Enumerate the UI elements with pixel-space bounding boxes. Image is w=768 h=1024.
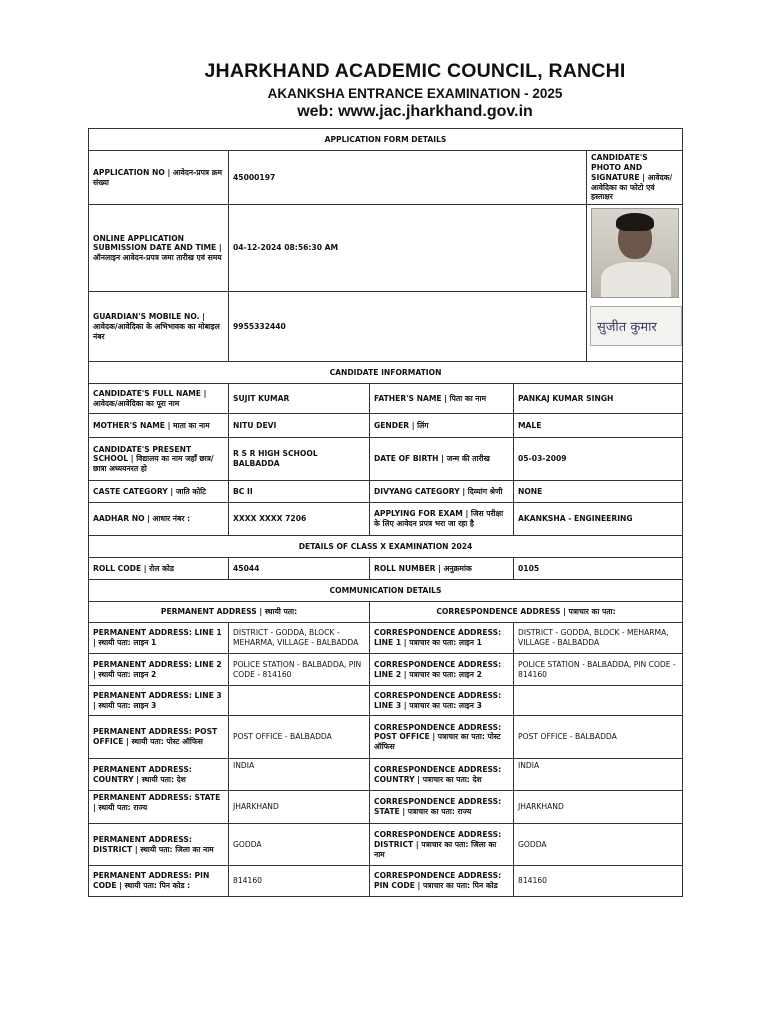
permanent-line1-value: DISTRICT - GODDA, BLOCK - MEHARMA, VILLAGE - BALBADDA: [229, 623, 370, 654]
mother-name-label: MOTHER'S NAME | माता का नाम: [89, 414, 229, 438]
roll-code-label: ROLL CODE | रोल कोड: [89, 558, 229, 580]
section-application-form: APPLICATION FORM DETAILS: [89, 129, 683, 151]
permanent-line2-label: PERMANENT ADDRESS: LINE 2 | स्थायी पता: लाइन 2: [89, 654, 229, 686]
roll-number-value: 0105: [514, 558, 683, 580]
permanent-line2-value: POLICE STATION - BALBADDA, PIN CODE - 814160: [229, 654, 370, 686]
gender-value: MALE: [514, 414, 683, 438]
correspondence-district-label: CORRESPONDENCE ADDRESS: DISTRICT | पत्राचार का पता: जिला का नाम: [370, 824, 514, 866]
correspondence-address-heading: CORRESPONDENCE ADDRESS | पत्राचार का पता:: [370, 602, 683, 623]
candidate-name-value: SUJIT KUMAR: [229, 384, 370, 414]
correspondence-state-value: JHARKHAND: [514, 791, 683, 824]
council-title: JHARKHAND ACADEMIC COUNCIL, RANCHI: [204, 60, 626, 82]
candidate-name-label: CANDIDATE'S FULL NAME | आवेदक/आवेदिका का पूरा नाम: [89, 384, 229, 414]
permanent-state-value: JHARKHAND: [229, 791, 370, 824]
section-class-x: DETAILS OF CLASS X EXAMINATION 2024: [89, 536, 683, 558]
candidate-signature: [590, 306, 682, 346]
candidate-photo: [591, 208, 679, 298]
section-communication: COMMUNICATION DETAILS: [89, 580, 683, 602]
application-no-value: 45000197: [229, 151, 587, 205]
correspondence-district-value: GODDA: [514, 824, 683, 866]
dob-value: 05-03-2009: [514, 438, 683, 481]
caste-label: CASTE CATEGORY | जाति कोटि: [89, 481, 229, 503]
permanent-pin-label: PERMANENT ADDRESS: PIN CODE | स्थायी पता: पिन कोड :: [89, 866, 229, 897]
mother-name-value: NITU DEVI: [229, 414, 370, 438]
guardian-mobile-value: 9955332440: [229, 292, 587, 362]
roll-number-label: ROLL NUMBER | अनुक्रमांक: [370, 558, 514, 580]
divyang-label: DIVYANG CATEGORY | दिव्यांग श्रेणी: [370, 481, 514, 503]
aadhar-value: XXXX XXXX 7206: [229, 503, 370, 536]
permanent-post-office-value: POST OFFICE - BALBADDA: [229, 716, 370, 759]
permanent-post-office-label: PERMANENT ADDRESS: POST OFFICE | स्थायी पता: पोस्ट ऑफिस: [89, 716, 229, 759]
permanent-state-label: PERMANENT ADDRESS: STATE | स्थायी पता: राज्य: [89, 791, 229, 824]
father-name-label: FATHER'S NAME | पिता का नाम: [370, 384, 514, 414]
correspondence-line3-value: [514, 686, 683, 716]
father-name-value: PANKAJ KUMAR SINGH: [514, 384, 683, 414]
correspondence-line2-label: CORRESPONDENCE ADDRESS: LINE 2 | पत्राचार का पता: लाइन 2: [370, 654, 514, 686]
signature-image: [594, 311, 678, 341]
website-url: web: www.jac.jharkhand.gov.in: [297, 103, 533, 120]
correspondence-country-value: INDIA: [514, 759, 683, 791]
document-header: [0, 60, 768, 121]
gender-label: GENDER | लिंग: [370, 414, 514, 438]
divyang-value: NONE: [514, 481, 683, 503]
school-label: CANDIDATE'S PRESENT SCHOOL | विद्यालय का नाम जहाँ छात्र/ छात्रा अध्ययनरत हो: [89, 438, 229, 481]
guardian-mobile-label: GUARDIAN'S MOBILE NO. | आवेदक/आवेदिका के अभिभावक का मोबाइल नंबर: [89, 292, 229, 362]
correspondence-line2-value: POLICE STATION - BALBADDA, PIN CODE - 814160: [514, 654, 683, 686]
exam-applied-value: AKANKSHA - ENGINEERING: [514, 503, 683, 536]
section-candidate-information: CANDIDATE INFORMATION: [89, 362, 683, 384]
permanent-district-value: GODDA: [229, 824, 370, 866]
roll-code-value: 45044: [229, 558, 370, 580]
dob-label: DATE OF BIRTH | जन्म की तारीख: [370, 438, 514, 481]
application-no-label: APPLICATION NO | आवेदन-प्रपत्र क्रम संख्या: [89, 151, 229, 205]
correspondence-line1-label: CORRESPONDENCE ADDRESS: LINE 1 | पत्राचार का पता: लाइन 1: [370, 623, 514, 654]
correspondence-post-office-label: CORRESPONDENCE ADDRESS: POST OFFICE | पत्राचार का पता: पोस्ट ऑफिस: [370, 716, 514, 759]
submission-datetime-value: 04-12-2024 08:56:30 AM: [229, 205, 587, 292]
exam-applied-label: APPLYING FOR EXAM | जिस परीक्षा के लिए आवेदन प्रपत्र भरा जा रहा है: [370, 503, 514, 536]
correspondence-state-label: CORRESPONDENCE ADDRESS: STATE | पत्राचार का पता: राज्य: [370, 791, 514, 824]
permanent-country-label: PERMANENT ADDRESS: COUNTRY | स्थायी पता: देश: [89, 759, 229, 791]
photo-signature-cell: [587, 205, 683, 362]
permanent-line1-label: PERMANENT ADDRESS: LINE 1 | स्थायी पता: लाइन 1: [89, 623, 229, 654]
permanent-district-label: PERMANENT ADDRESS: DISTRICT | स्थायी पता: जिला का नाम: [89, 824, 229, 866]
permanent-pin-value: 814160: [229, 866, 370, 897]
correspondence-pin-label: CORRESPONDENCE ADDRESS: PIN CODE | पत्राचार का पता: पिन कोड: [370, 866, 514, 897]
caste-value: BC II: [229, 481, 370, 503]
aadhar-label: AADHAR NO | आधार नंबर :: [89, 503, 229, 536]
signature-text: सुजीत कुमार: [597, 320, 657, 336]
exam-title: AKANKSHA ENTRANCE EXAMINATION - 2025: [267, 86, 563, 101]
submission-datetime-label: ONLINE APPLICATION SUBMISSION DATE AND TIME | ऑनलाइन आवेदन-प्रपत्र जमा तारीख एवं समय: [89, 205, 229, 292]
photo-signature-label: CANDIDATE'S PHOTO AND SIGNATURE | आवेदक/आवेदिका का फोटो एवं हस्ताक्षर: [587, 151, 683, 205]
correspondence-pin-value: 814160: [514, 866, 683, 897]
permanent-line3-label: PERMANENT ADDRESS: LINE 3 | स्थायी पता: लाइन 3: [89, 686, 229, 716]
school-value: R S R HIGH SCHOOL BALBADDA: [229, 438, 370, 481]
correspondence-line3-label: CORRESPONDENCE ADDRESS: LINE 3 | पत्राचार का पता: लाइन 3: [370, 686, 514, 716]
application-form-table: [88, 128, 683, 897]
permanent-address-heading: PERMANENT ADDRESS | स्थायी पता:: [89, 602, 370, 623]
correspondence-line1-value: DISTRICT - GODDA, BLOCK - MEHARMA, VILLAGE - BALBADDA: [514, 623, 683, 654]
correspondence-country-label: CORRESPONDENCE ADDRESS: COUNTRY | पत्राचार का पता: देश: [370, 759, 514, 791]
permanent-line3-value: [229, 686, 370, 716]
correspondence-post-office-value: POST OFFICE - BALBADDA: [514, 716, 683, 759]
permanent-country-value: INDIA: [229, 759, 370, 791]
